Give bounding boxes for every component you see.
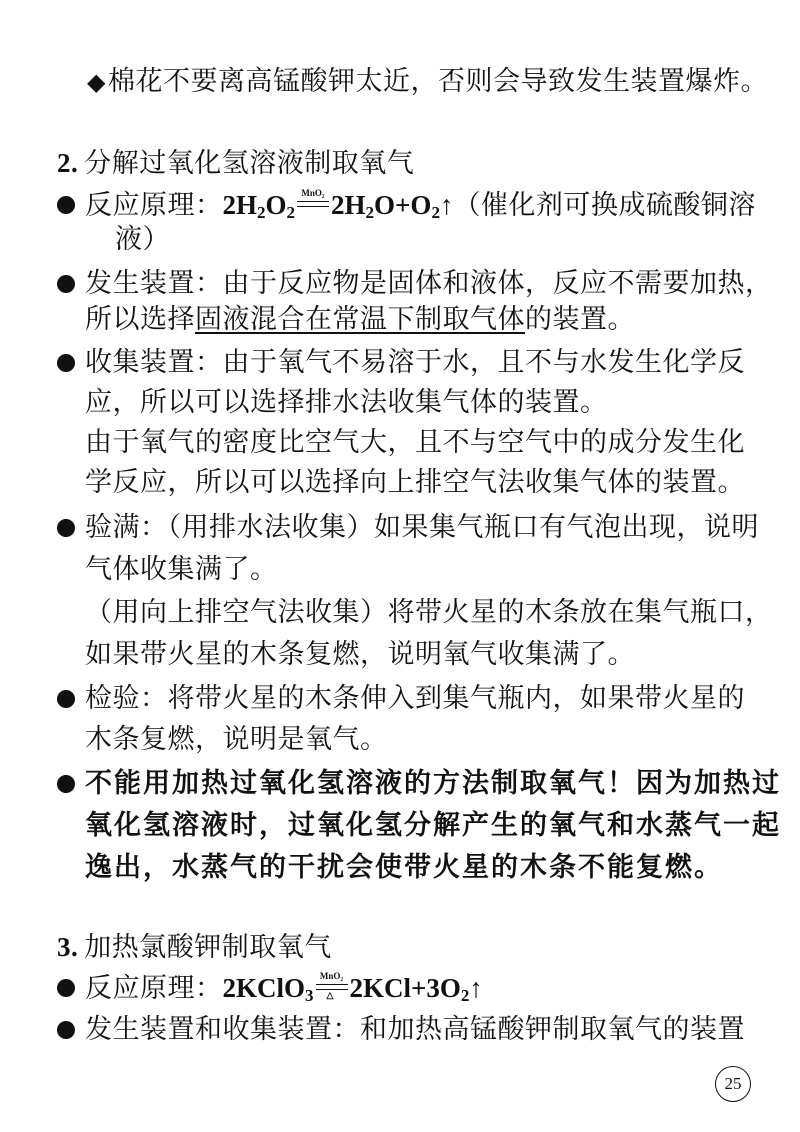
principle-label: 反应原理： bbox=[85, 973, 223, 1004]
generator-underlined-text: 固液混合在常温下制取气体 bbox=[195, 304, 525, 335]
section-2-heading bbox=[57, 143, 414, 183]
kclo3-equation: 2KClO$_3$ MnO₂ △ $2KCl+3O_2↑$ bbox=[222, 971, 483, 1005]
generator-text-2a: 所以选择 bbox=[85, 304, 195, 335]
section-3-title: 加热氯酸钾制取氧气 bbox=[84, 932, 332, 963]
full-check-line-2 bbox=[85, 550, 278, 590]
collector-line-1 bbox=[85, 343, 745, 383]
diamond-icon: ◆ bbox=[87, 68, 106, 96]
full-check-text-3: （用向上排空气法收集）将带火星的木条放在集气瓶口， bbox=[85, 597, 773, 628]
bullet-icon bbox=[57, 775, 75, 793]
bullet-icon bbox=[57, 519, 75, 537]
collector-line-2 bbox=[85, 383, 608, 423]
warning-text-3: 逸出，水蒸气的干扰会使带火星的木条不能复燃。 bbox=[85, 852, 723, 883]
test-line-2 bbox=[85, 720, 388, 760]
full-check-text-2: 气体收集满了。 bbox=[85, 554, 278, 585]
section-3-number: 3. bbox=[57, 932, 79, 962]
section-3-heading bbox=[57, 927, 332, 967]
warning-text-1: 不能用加热过氧化氢溶液的方法制取氧气！因为加热过 bbox=[85, 768, 781, 799]
bullet-icon bbox=[57, 1021, 75, 1039]
collector-line-3 bbox=[85, 423, 745, 463]
generator-line-1 bbox=[85, 264, 773, 304]
full-check-text-4: 如果带火星的木条复燃，说明氧气收集满了。 bbox=[85, 639, 635, 670]
bullet-icon bbox=[57, 979, 75, 997]
collector-text-4: 学反应，所以可以选择向上排空气法收集气体的装置。 bbox=[85, 467, 745, 498]
section-2-number: 2. bbox=[57, 148, 79, 178]
principle-line-kclo3 bbox=[85, 968, 483, 1008]
test-line-1 bbox=[85, 679, 745, 719]
apparatus-text: 发生装置和收集装置：和加热高锰酸钾制取氧气的装置 bbox=[85, 1014, 745, 1045]
principle-note-2: 液） bbox=[115, 224, 170, 255]
test-text-1: 检验：将带火星的木条伸入到集气瓶内，如果带火星的 bbox=[85, 683, 745, 714]
catalyst-label: MnO₂ bbox=[301, 188, 325, 198]
warning-line-1 bbox=[85, 764, 781, 804]
test-text-2: 木条复燃，说明是氧气。 bbox=[85, 724, 388, 755]
principle-note-1: （催化剂可换成硫酸铜溶 bbox=[453, 190, 756, 221]
collector-text-1: 收集装置：由于氧气不易溶于水，且不与水发生化学反 bbox=[85, 347, 745, 378]
full-check-line-1 bbox=[85, 508, 759, 548]
bullet-icon bbox=[57, 275, 75, 293]
principle-note-continued bbox=[115, 220, 170, 260]
catalyst-label: MnO₂ bbox=[319, 971, 344, 981]
collector-text-2: 应，所以可以选择排水法收集气体的装置。 bbox=[85, 387, 608, 418]
principle-line-h2o2 bbox=[85, 185, 756, 225]
bullet-icon bbox=[57, 196, 75, 214]
section-2-title: 分解过氧化氢溶液制取氧气 bbox=[84, 148, 415, 179]
catalyst-heat-condition bbox=[315, 971, 349, 999]
page-number: 25 bbox=[715, 1066, 751, 1102]
generator-text-1: 发生装置：由于反应物是固体和液体，反应不需要加热， bbox=[85, 268, 773, 299]
generator-text-2b: 的装置。 bbox=[525, 304, 635, 335]
heat-triangle-icon: △ bbox=[326, 990, 334, 1000]
bullet-icon bbox=[57, 690, 75, 708]
collector-text-3: 由于氧气的密度比空气大，且不与空气中的成分发生化 bbox=[85, 427, 745, 458]
apparatus-line bbox=[85, 1010, 745, 1050]
full-check-line-3 bbox=[85, 593, 773, 633]
full-check-text-1: 验满：（用排水法收集）如果集气瓶口有气泡出现，说明 bbox=[85, 512, 759, 543]
bullet-icon bbox=[57, 354, 75, 372]
generator-line-2 bbox=[85, 300, 635, 340]
h2o2-equation: $2H_2O_2$ MnO₂ $2H_2O+O_2↑$ bbox=[222, 188, 454, 222]
warning-line-2 bbox=[85, 806, 781, 846]
catalyst-condition bbox=[296, 188, 330, 216]
intro-text: 棉花不要离高锰酸钾太近，否则会导致发生装置爆炸。 bbox=[107, 66, 768, 97]
collector-line-4 bbox=[85, 463, 745, 503]
warning-text-2: 氧化氢溶液时，过氧化氢分解产生的氧气和水蒸气一起 bbox=[85, 810, 781, 841]
warning-line-3 bbox=[85, 848, 723, 888]
principle-label: 反应原理： bbox=[85, 190, 223, 221]
full-check-line-4 bbox=[85, 635, 635, 675]
intro-line bbox=[87, 62, 768, 102]
